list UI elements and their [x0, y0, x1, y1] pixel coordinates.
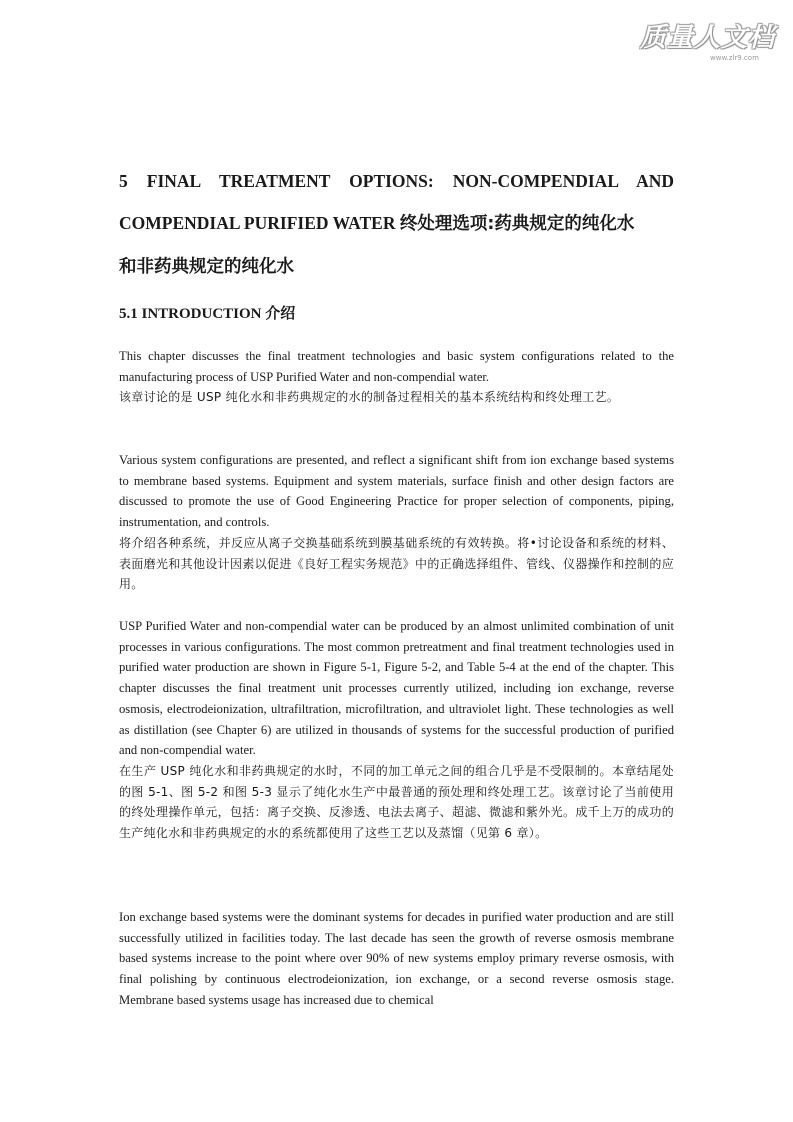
paragraph-4-en: Ion exchange based systems were the dominant systems for decades in purified water production and are still successfully utilized in facilities today. The last decade has seen the growth of reverse osmosis membrane based systems increase to the point where over 90% of new systems employ primary reverse osmosis, with final polishing by continuous electrodeionization, ion exchange, or a second reverse osmosis stage. Membrane based systems usage has increased due to chemical [119, 910, 674, 1007]
paragraph-1-zh: 该章讨论的是 USP 纯化水和非药典规定的水的制备过程相关的基本系统结构和终处理工艺。 [119, 390, 620, 405]
chapter-title [119, 160, 674, 288]
chapter-title-line3-cn: 和非药典规定的纯化水 [119, 257, 294, 277]
chapter-title-line2-en: COMPENDIAL PURIFIED WATER [119, 213, 396, 233]
paragraph-1 [119, 346, 674, 408]
paragraph-2-zh: 将介绍各种系统，并反应从离子交换基础系统到膜基础系统的有效转换。将•讨论设备和系统的材料、表面磨光和其他设计因素以促进《良好工程实务规范》中的正确选择组件、管线、仪器操作和控制的应用。 [119, 535, 674, 592]
paragraph-2 [119, 450, 674, 595]
watermark-logo [640, 22, 780, 66]
paragraph-1-en: This chapter discusses the final treatment technologies and basic system configurations related to the manufacturing process of USP Purified Water and non-compendial water. [119, 349, 674, 384]
watermark-brand: 质量人文档 [640, 23, 776, 53]
watermark-url: www.zlr9.com [710, 54, 759, 62]
section-heading: 5.1 INTRODUCTION 介绍 [119, 306, 296, 322]
paragraph-4 [119, 907, 674, 1011]
paragraph-3-zh: 在生产 USP 纯化水和非药典规定的水时，不同的加工单元之间的组合几乎是不受限制的。本章结尾处的图 5-1、图 5-2 和图 5-3 显示了纯化水生产中最普通的预处理和终处理工艺。该章讨论了当前使用的终处理操作单元，包括：离子交换、反渗透、电法去离子、超滤、微滤和紫外光。成千上万的成功的生产纯化水和非药典规定的水的系统都使用了这些工艺以及蒸馏（见第 6 章）。 [119, 763, 674, 841]
paragraph-3 [119, 616, 674, 844]
paragraph-3-en: USP Purified Water and non-compendial water can be produced by an almost unlimited combination of unit processes in various configurations. The most common pretreatment and final treatment technologies used in purified water production are shown in Figure 5-1, Figure 5-2, and Table 5-4 at the end of the chapter. This chapter discusses the final treatment unit processes currently utilized, including ion exchange, reverse osmosis, electrodeionization, ultrafiltration, microfiltration, and ultraviolet light. These technologies as well as distillation (see Chapter 6) are utilized in thousands of systems for the successful production of purified and non-compendial water. [119, 619, 674, 758]
chapter-title-line1: 5 FINAL TREATMENT OPTIONS: NON-COMPENDIAL AND [119, 171, 674, 191]
chapter-title-line2-cn: 终处理选项:药典规定的纯化水 [399, 214, 635, 234]
paragraph-2-en: Various system configurations are presented, and reflect a significant shift from ion exchange based systems to membrane based systems. Equipment and system materials, surface finish and other design factors are discussed to promote the use of Good Engineering Practice for proper selection of components, piping, instrumentation, and controls. [119, 453, 674, 530]
